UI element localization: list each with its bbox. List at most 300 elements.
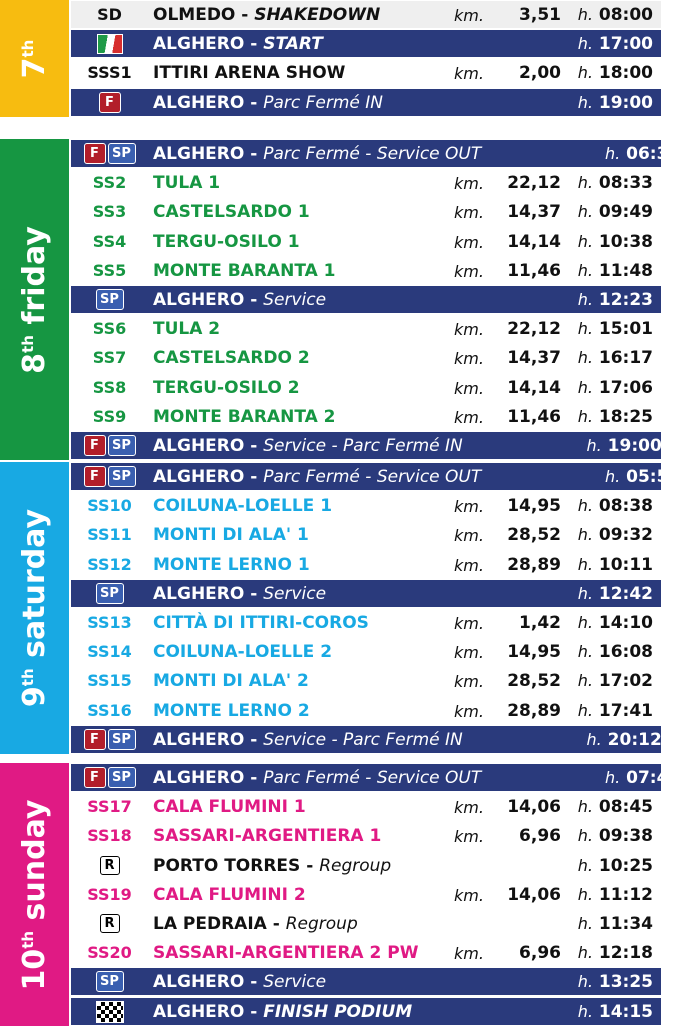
- time-cell: [569, 290, 661, 310]
- location-detail: Service - Parc Fermé IN: [263, 435, 463, 456]
- hour-prefix: h.: [577, 318, 593, 338]
- distance-cell: [454, 169, 569, 196]
- location-name: [148, 972, 454, 992]
- distance-value: 14,95: [507, 642, 561, 662]
- location-main: ALGHERO -: [153, 1001, 264, 1022]
- location-main: SASSARI-ARGENTIERA 1: [153, 825, 382, 846]
- km-unit: km.: [454, 672, 484, 691]
- time-cell: [569, 856, 661, 876]
- stage-code-cell: [71, 856, 148, 875]
- location-name: [148, 555, 454, 575]
- day-side-banner: [0, 763, 69, 1026]
- distance-value: 14,06: [507, 797, 561, 817]
- stage-code: SS11: [87, 525, 132, 544]
- location-name: [148, 642, 454, 662]
- time-cell: [569, 525, 661, 545]
- time-cell: [596, 768, 688, 788]
- parc-ferme-icon: F: [99, 92, 121, 113]
- hour-prefix: h.: [577, 670, 593, 690]
- distance-value: 28,89: [507, 701, 561, 721]
- distance-cell: [454, 638, 569, 665]
- hour-prefix: h.: [577, 971, 593, 991]
- location-main: CASTELSARDO 2: [153, 347, 310, 368]
- distance-cell: [454, 667, 569, 694]
- time-cell: [569, 261, 661, 281]
- time-cell: [596, 467, 688, 487]
- service-row: [71, 89, 661, 116]
- hour-prefix: h.: [577, 942, 593, 962]
- time-value: 08:45: [598, 796, 653, 817]
- time-value: 09:49: [598, 201, 653, 222]
- distance-value: 3,51: [519, 5, 561, 25]
- hour-prefix: h.: [577, 201, 593, 221]
- stage-code: SS20: [87, 943, 132, 962]
- hour-prefix: h.: [577, 796, 593, 816]
- service-row: [71, 726, 661, 753]
- location-name: [148, 63, 454, 83]
- location-name: [148, 348, 454, 368]
- location-name: [148, 407, 454, 427]
- km-unit: km.: [454, 886, 484, 905]
- hour-prefix: h.: [604, 143, 621, 163]
- service-row: [71, 286, 661, 313]
- distance-cell: [454, 1, 569, 28]
- location-detail: FINISH PODIUM: [263, 1001, 413, 1022]
- location-name: [148, 5, 454, 25]
- time-value: 10:25: [598, 855, 653, 876]
- location-main: ALGHERO -: [153, 435, 264, 456]
- location-name: [148, 914, 454, 934]
- location-detail: Regroup: [319, 855, 392, 876]
- hour-prefix: h.: [577, 641, 593, 661]
- time-value: 10:38: [598, 231, 653, 252]
- time-cell: [569, 613, 661, 633]
- stage-code: SS2: [92, 173, 127, 192]
- day-side-banner: [0, 139, 69, 460]
- time-cell: [569, 173, 661, 193]
- stage-code: SS4: [92, 232, 127, 251]
- time-value: 10:11: [598, 554, 653, 575]
- distance-cell: [454, 822, 569, 849]
- service-row: [71, 30, 661, 57]
- italy-flag-icon: [97, 34, 123, 54]
- stage-code-cell: [71, 613, 148, 632]
- location-name: [148, 93, 454, 113]
- time-cell: [569, 914, 661, 934]
- time-cell: [578, 436, 670, 456]
- distance-value: 22,12: [507, 319, 561, 339]
- day-weekday: friday: [16, 225, 52, 335]
- distance-value: 14,95: [507, 496, 561, 516]
- time-value: 09:38: [598, 825, 653, 846]
- km-unit: km.: [454, 262, 484, 281]
- location-main: MONTI DI ALA' 1: [153, 524, 309, 545]
- time-value: 12:18: [598, 942, 653, 963]
- location-main: ALGHERO -: [153, 92, 264, 113]
- hour-prefix: h.: [577, 554, 593, 574]
- distance-value: 6,96: [519, 826, 561, 846]
- location-main: CALA FLUMINI 1: [153, 796, 306, 817]
- stage-row: [71, 1, 661, 28]
- service-park-icon: SP: [108, 435, 136, 456]
- service-row: [71, 432, 661, 459]
- stage-code: SS9: [92, 407, 127, 426]
- stage-code: SS6: [92, 319, 127, 338]
- location-name: [148, 730, 463, 750]
- location-main: COILUNA-LOELLE 1: [153, 495, 333, 516]
- distance-value: 2,00: [519, 63, 561, 83]
- regroup-icon: R: [100, 856, 120, 875]
- location-name: [148, 1002, 454, 1022]
- hour-prefix: h.: [577, 855, 593, 875]
- day-weekday: saturday: [16, 508, 52, 669]
- day-number: 8: [16, 352, 52, 374]
- stage-code-cell: [71, 496, 148, 515]
- hour-prefix: h.: [604, 466, 621, 486]
- time-value: 17:06: [598, 377, 653, 398]
- stage-code: SS13: [87, 613, 132, 632]
- distance-cell: [454, 374, 569, 401]
- distance-cell: [454, 59, 569, 86]
- location-name: [148, 671, 454, 691]
- time-value: 18:00: [598, 62, 653, 83]
- time-cell: [596, 144, 688, 164]
- location-main: TERGU-OSILO 1: [153, 231, 300, 252]
- day-ordinal-suffix: th: [18, 39, 37, 57]
- stage-code-cell: [71, 971, 148, 992]
- location-main: CASTELSARDO 1: [153, 201, 310, 222]
- stage-code: SS18: [87, 826, 132, 845]
- regroup-row: [71, 910, 661, 937]
- location-name: [148, 232, 454, 252]
- distance-value: 28,89: [507, 555, 561, 575]
- day-10-block: [0, 763, 681, 1026]
- hour-prefix: h.: [577, 260, 593, 280]
- distance-cell: [454, 551, 569, 578]
- distance-cell: [463, 726, 578, 753]
- location-detail: Parc Fermé - Service OUT: [263, 143, 482, 164]
- service-row: [71, 463, 681, 490]
- location-main: COILUNA-LOELLE 2: [153, 641, 333, 662]
- location-main: CALA FLUMINI 2: [153, 884, 306, 905]
- stage-code: SS10: [87, 496, 132, 515]
- stage-code-cell: [71, 92, 148, 113]
- distance-value: 11,46: [507, 407, 561, 427]
- km-unit: km.: [454, 827, 484, 846]
- distance-cell: [481, 764, 596, 791]
- km-unit: km.: [454, 6, 484, 25]
- location-main: ALGHERO -: [153, 143, 264, 164]
- location-name: [148, 290, 454, 310]
- location-name: [148, 202, 454, 222]
- service-row: [71, 764, 681, 791]
- stage-code-cell: [71, 173, 148, 192]
- stage-code-cell: [71, 289, 148, 310]
- day-weekday: sunday: [16, 799, 52, 931]
- distance-value: 14,37: [507, 202, 561, 222]
- distance-cell: [454, 492, 569, 519]
- time-value: 11:12: [598, 884, 653, 905]
- km-unit: km.: [454, 497, 484, 516]
- distance-value: 28,52: [507, 671, 561, 691]
- time-value: 07:45: [626, 767, 681, 788]
- chequered-flag-icon: [96, 1001, 124, 1023]
- day-ordinal-suffix: th: [18, 668, 37, 687]
- location-detail: Parc Fermé - Service OUT: [263, 767, 482, 788]
- hour-prefix: h.: [577, 347, 593, 367]
- stage-row: [71, 257, 661, 284]
- stage-row: [71, 521, 661, 548]
- time-cell: [569, 319, 661, 339]
- service-park-icon: SP: [108, 729, 136, 750]
- stage-code-cell: [71, 914, 148, 933]
- time-cell: [569, 232, 661, 252]
- hour-prefix: h.: [577, 524, 593, 544]
- stage-row: [71, 169, 661, 196]
- stage-row: [71, 939, 661, 966]
- day-side-banner: [0, 462, 69, 754]
- stage-code-cell: [71, 63, 148, 82]
- parc-ferme-icon: F: [84, 466, 106, 487]
- distance-value: 14,37: [507, 348, 561, 368]
- stage-code-cell: [71, 729, 148, 750]
- distance-cell: [454, 609, 569, 636]
- km-unit: km.: [454, 349, 484, 368]
- parc-ferme-icon: F: [84, 767, 106, 788]
- stage-code-cell: [71, 261, 148, 280]
- location-name: [148, 436, 463, 456]
- km-unit: km.: [454, 614, 484, 633]
- stage-code-cell: [71, 407, 148, 426]
- location-name: [148, 768, 481, 788]
- km-unit: km.: [454, 526, 484, 545]
- time-cell: [578, 730, 670, 750]
- stage-code: SS5: [92, 261, 127, 280]
- regroup-row: [71, 852, 661, 879]
- time-value: 09:32: [598, 524, 653, 545]
- stage-code-cell: [71, 767, 148, 788]
- location-main: LA PEDRAIA -: [153, 913, 286, 934]
- stage-code: SS12: [87, 555, 132, 574]
- location-main: MONTE LERNO 1: [153, 554, 310, 575]
- distance-cell: [454, 968, 569, 995]
- stage-code-cell: [71, 826, 148, 845]
- stage-code-cell: [71, 232, 148, 251]
- day-label: [16, 508, 52, 708]
- stage-code-cell: [71, 34, 148, 54]
- stage-row: [71, 403, 661, 430]
- hour-prefix: h.: [577, 1001, 593, 1021]
- location-main: SASSARI-ARGENTIERA 2 PW: [153, 942, 419, 963]
- time-cell: [569, 93, 661, 113]
- time-value: 08:00: [598, 4, 653, 25]
- service-park-icon: SP: [96, 289, 124, 310]
- distance-value: 28,52: [507, 525, 561, 545]
- time-cell: [569, 642, 661, 662]
- stage-row: [71, 793, 661, 820]
- day-7-block: [0, 0, 661, 117]
- distance-cell: [481, 140, 596, 167]
- location-main: ITTIRI ARENA SHOW: [153, 62, 346, 83]
- km-unit: km.: [454, 643, 484, 662]
- location-main: MONTE BARANTA 2: [153, 406, 336, 427]
- stage-row: [71, 198, 661, 225]
- hour-prefix: h.: [577, 92, 593, 112]
- stage-code: SD: [97, 5, 122, 24]
- location-main: MONTE LERNO 2: [153, 700, 310, 721]
- distance-cell: [454, 697, 569, 724]
- time-cell: [569, 943, 661, 963]
- service-row: [71, 968, 661, 995]
- time-value: 20:12: [607, 729, 662, 750]
- time-cell: [569, 797, 661, 817]
- location-main: PORTO TORRES -: [153, 855, 320, 876]
- time-cell: [569, 701, 661, 721]
- stage-code: SS17: [87, 797, 132, 816]
- service-row: [71, 140, 681, 167]
- location-detail: Service - Parc Fermé IN: [263, 729, 463, 750]
- location-detail: Service: [263, 289, 327, 310]
- day-ordinal-suffix: th: [18, 334, 37, 353]
- location-name: [148, 467, 481, 487]
- location-name: [148, 701, 454, 721]
- location-main: ALGHERO -: [153, 767, 264, 788]
- stage-code: SS7: [92, 348, 127, 367]
- stage-code-cell: [71, 202, 148, 221]
- km-unit: km.: [454, 556, 484, 575]
- distance-cell: [454, 998, 569, 1025]
- hour-prefix: h.: [577, 495, 593, 515]
- time-value: 12:42: [598, 583, 653, 604]
- stage-code-cell: [71, 319, 148, 338]
- km-unit: km.: [454, 203, 484, 222]
- parc-ferme-icon: F: [84, 435, 106, 456]
- stage-code: SS16: [87, 701, 132, 720]
- location-detail: SHAKEDOWN: [254, 4, 381, 25]
- stage-code: SS14: [87, 642, 132, 661]
- location-main: ALGHERO -: [153, 971, 264, 992]
- time-value: 17:41: [598, 700, 653, 721]
- time-cell: [569, 202, 661, 222]
- location-main: CITTÀ DI ITTIRI-COROS: [153, 612, 369, 633]
- time-value: 11:48: [598, 260, 653, 281]
- location-name: [148, 144, 481, 164]
- time-cell: [569, 378, 661, 398]
- service-park-icon: SP: [108, 767, 136, 788]
- km-unit: km.: [454, 233, 484, 252]
- time-cell: [569, 885, 661, 905]
- distance-cell: [454, 852, 569, 879]
- distance-cell: [463, 432, 578, 459]
- time-cell: [569, 671, 661, 691]
- time-cell: [569, 826, 661, 846]
- time-value: 17:00: [598, 33, 653, 54]
- time-value: 14:10: [598, 612, 653, 633]
- stage-row: [71, 667, 661, 694]
- time-value: 06:30: [626, 143, 681, 164]
- time-cell: [569, 584, 661, 604]
- time-value: 19:00: [598, 92, 653, 113]
- location-main: TERGU-OSILO 2: [153, 377, 300, 398]
- stage-code-cell: [71, 525, 148, 544]
- distance-value: 22,12: [507, 173, 561, 193]
- location-detail: Parc Fermé - Service OUT: [263, 466, 482, 487]
- day-number: 10: [16, 948, 52, 990]
- distance-cell: [454, 257, 569, 284]
- km-unit: km.: [454, 944, 484, 963]
- location-main: ALGHERO -: [153, 466, 264, 487]
- day-9-block: [0, 462, 681, 754]
- distance-cell: [454, 198, 569, 225]
- location-name: [148, 319, 454, 339]
- time-value: 14:15: [598, 1001, 653, 1022]
- stage-code-cell: [71, 378, 148, 397]
- hour-prefix: h.: [577, 377, 593, 397]
- hour-prefix: h.: [577, 4, 593, 24]
- location-main: TULA 2: [153, 318, 221, 339]
- stage-row: [71, 551, 661, 578]
- stage-code-cell: [71, 435, 148, 456]
- stage-row: [71, 697, 661, 724]
- day-number: 7: [16, 56, 52, 78]
- time-value: 05:50: [626, 466, 681, 487]
- hour-prefix: h.: [577, 700, 593, 720]
- location-main: MONTE BARANTA 1: [153, 260, 336, 281]
- stage-code: SS8: [92, 378, 127, 397]
- distance-cell: [454, 89, 569, 116]
- distance-value: 14,06: [507, 885, 561, 905]
- time-value: 16:08: [598, 641, 653, 662]
- stage-row: [71, 228, 661, 255]
- distance-cell: [454, 315, 569, 342]
- stage-row: [71, 315, 661, 342]
- time-value: 11:34: [598, 913, 653, 934]
- location-detail: Parc Fermé IN: [263, 92, 384, 113]
- hour-prefix: h.: [586, 435, 602, 455]
- distance-cell: [454, 403, 569, 430]
- km-unit: km.: [454, 379, 484, 398]
- time-value: 18:25: [598, 406, 653, 427]
- day-label: [16, 799, 52, 990]
- day-label: [16, 39, 52, 78]
- hour-prefix: h.: [577, 825, 593, 845]
- stage-row: [71, 881, 661, 908]
- km-unit: km.: [454, 320, 484, 339]
- location-detail: Service: [263, 971, 327, 992]
- hour-prefix: h.: [577, 289, 593, 309]
- stage-code-cell: [71, 671, 148, 690]
- location-name: [148, 378, 454, 398]
- service-row: [71, 998, 661, 1025]
- distance-cell: [454, 910, 569, 937]
- time-cell: [569, 5, 661, 25]
- distance-value: 6,96: [519, 943, 561, 963]
- parc-ferme-icon: F: [84, 143, 106, 164]
- location-name: [148, 613, 454, 633]
- stage-code-cell: [71, 5, 148, 24]
- location-detail: Regroup: [285, 913, 358, 934]
- location-name: [148, 34, 454, 54]
- day-ordinal-suffix: th: [18, 930, 37, 949]
- hour-prefix: h.: [577, 231, 593, 251]
- location-main: ALGHERO -: [153, 729, 264, 750]
- parc-ferme-icon: F: [84, 729, 106, 750]
- location-name: [148, 173, 454, 193]
- hour-prefix: h.: [577, 583, 593, 603]
- location-name: [148, 943, 454, 963]
- time-value: 19:00: [607, 435, 662, 456]
- stage-code-cell: [71, 642, 148, 661]
